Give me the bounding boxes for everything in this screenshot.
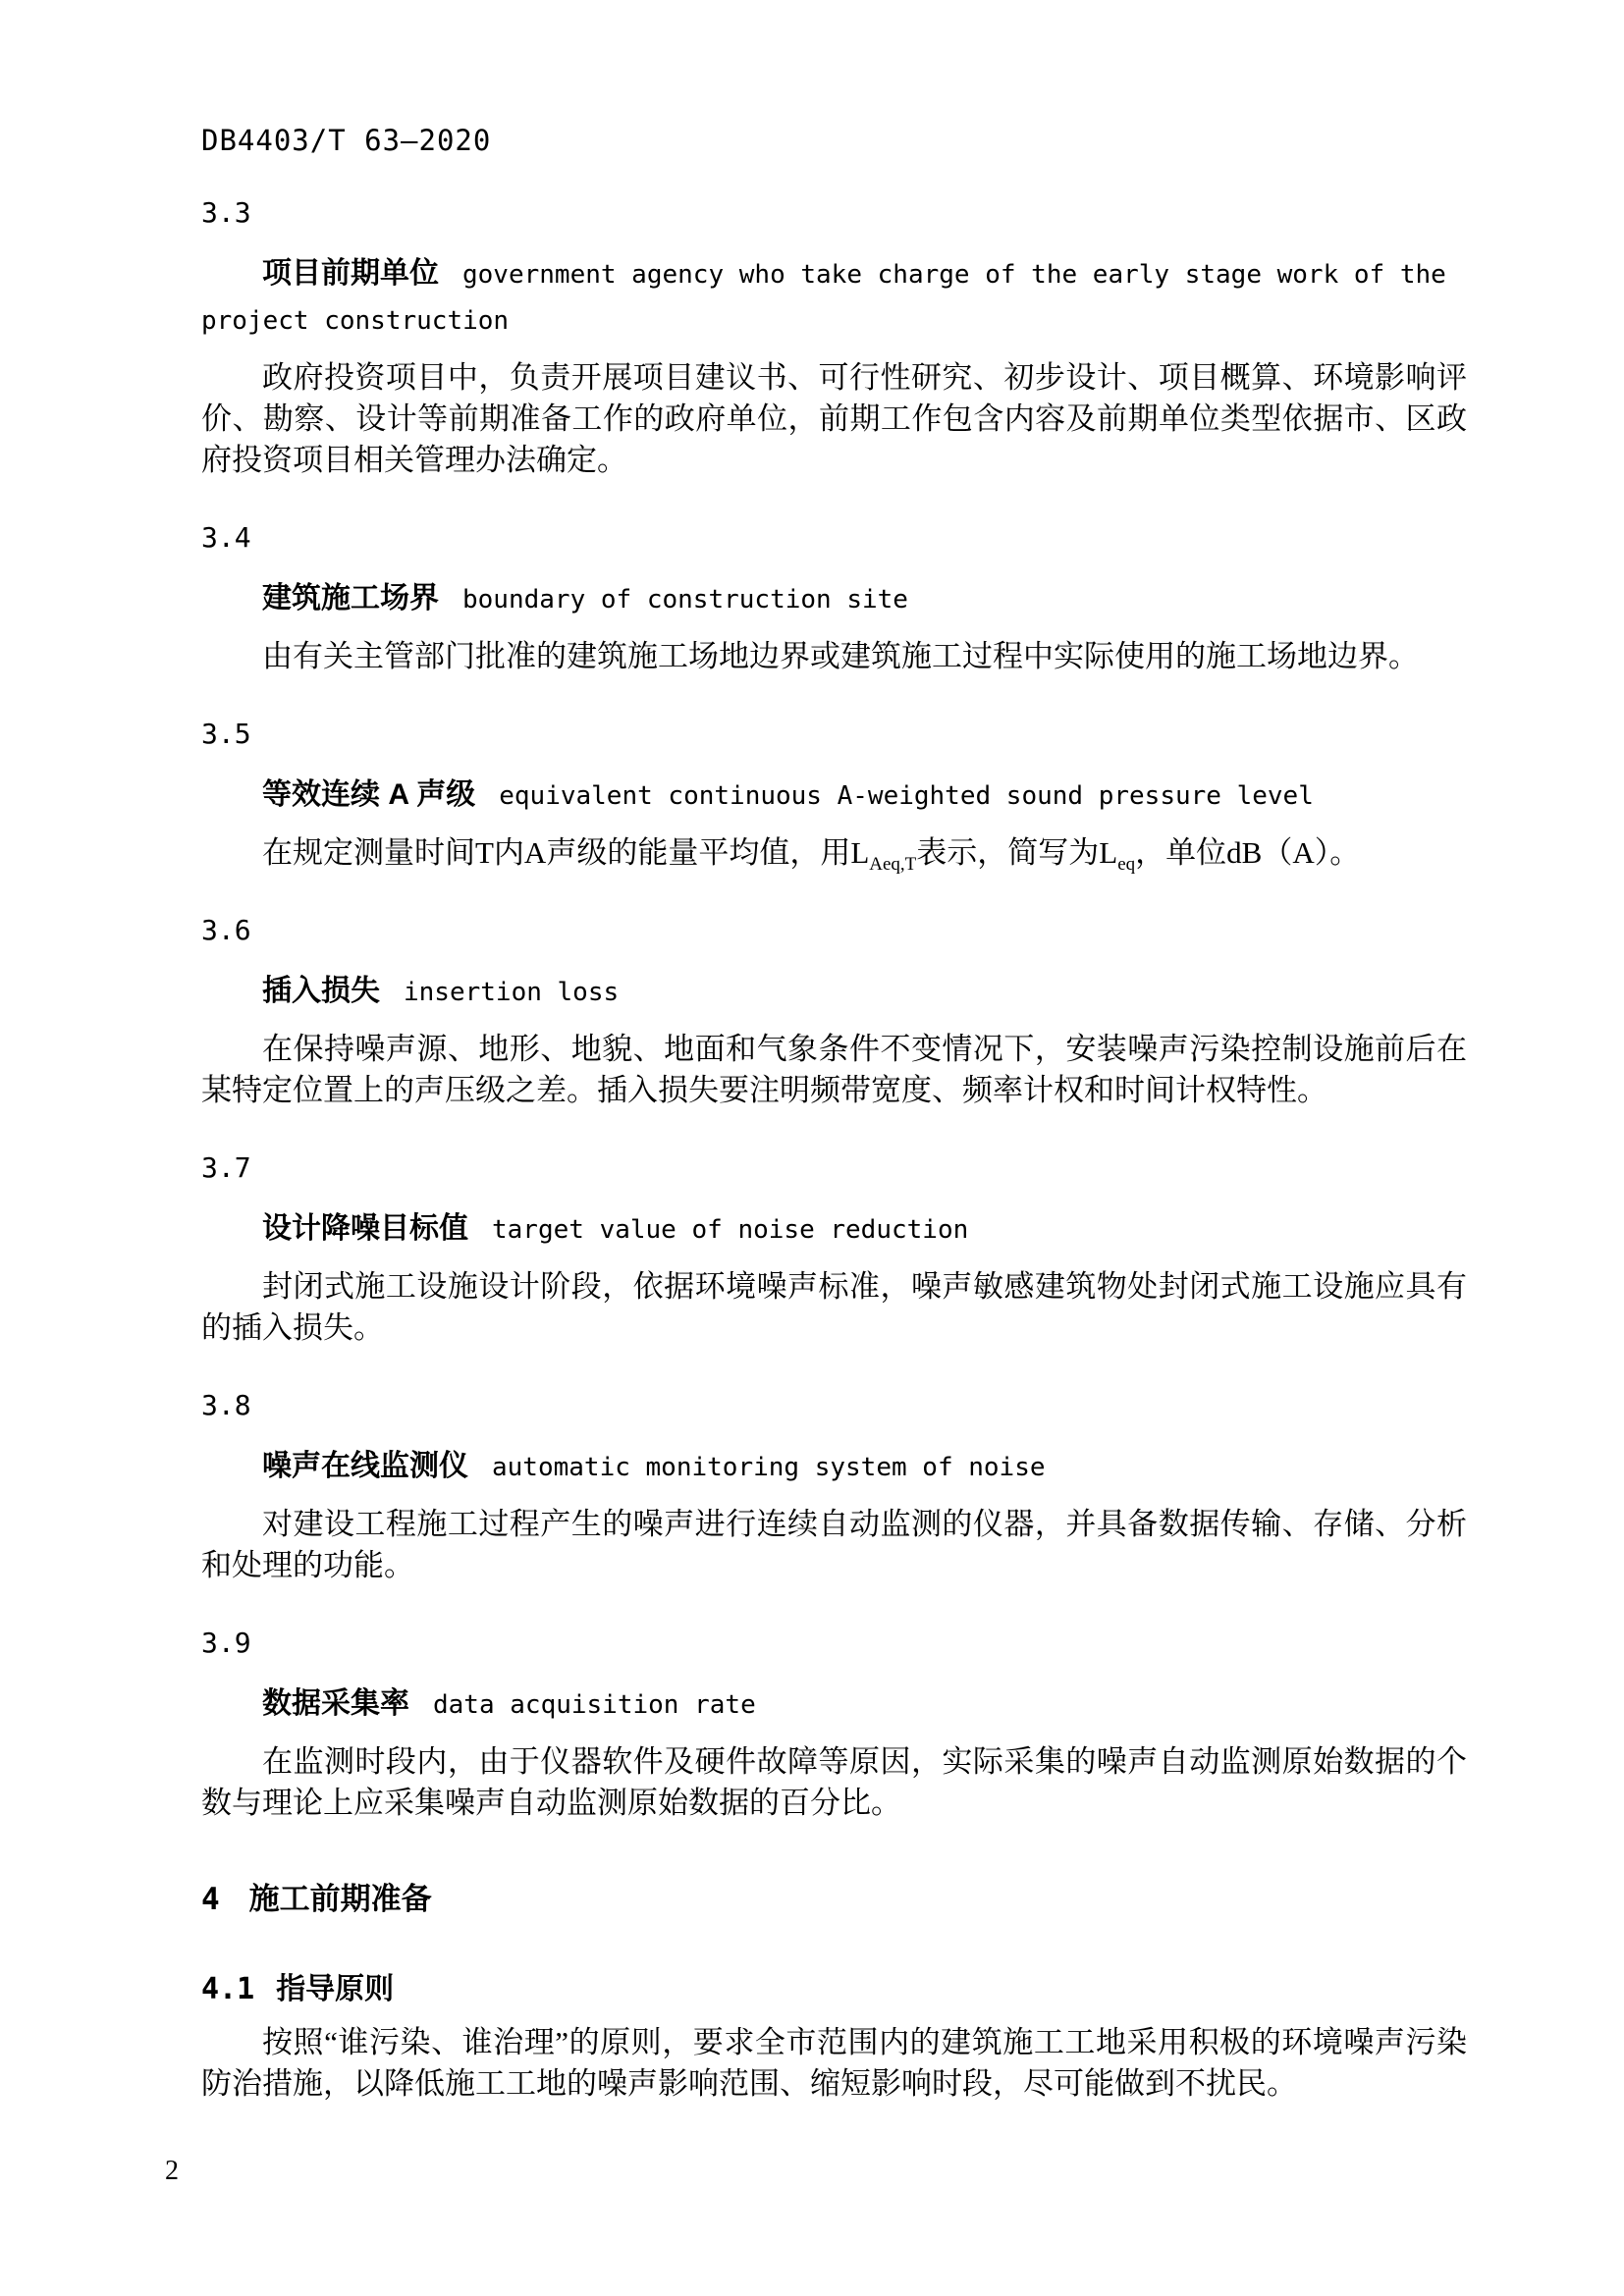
section-3-5: [201, 719, 1467, 874]
section-number: 3.3: [201, 196, 251, 229]
term-chinese: 数据采集率: [262, 1687, 409, 1720]
definition-paragraph: 在保持噪声源、地形、地貌、地面和气象条件不变情况下，安装噪声污染控制设施前后在某特定位置上的声压级之差。插入损失要注明频带宽度、频率计权和时间计权特性。: [201, 1032, 1467, 1107]
section-3-4: [201, 522, 1467, 677]
term-line: [201, 969, 1467, 1015]
subsection-paragraph: 按照“谁污染、谁治理”的原则，要求全市范围内的建筑施工工地采用积极的环境噪声污染防治措施，以降低施工工地的噪声影响范围、缩短影响时段，尽可能做到不扰民。: [201, 2025, 1467, 2101]
chapter-4-heading: [201, 1881, 1467, 1918]
standard-number-header: DB4403/T 63—2020: [201, 124, 492, 157]
term-english: equivalent continuous A-weighted sound pressure level: [499, 781, 1314, 811]
term-chinese: 噪声在线监测仪: [262, 1450, 468, 1482]
page-number: 2: [165, 2156, 179, 2186]
term-english: target value of noise reduction: [492, 1215, 969, 1245]
term-english: boundary of construction site: [462, 585, 908, 614]
text-run: 表示，简写为L: [916, 835, 1118, 870]
term-line: [201, 1206, 1467, 1253]
definition-paragraph: [201, 832, 1467, 874]
section-3-9: [201, 1628, 1467, 1824]
subsection-number: 4.1: [201, 1972, 255, 2006]
term-line: [201, 773, 1467, 819]
section-number: 3.7: [201, 1151, 251, 1184]
term-line: [201, 1682, 1467, 1728]
subsection-4-1-heading: [201, 1971, 1467, 2008]
section-number: 3.5: [201, 718, 251, 750]
term-english: data acquisition rate: [433, 1690, 756, 1720]
definition-paragraph: 政府投资项目中，负责开展项目建议书、可行性研究、初步设计、项目概算、环境影响评价、勘察、设计等前期准备工作的政府单位，前期工作包含内容及前期单位类型依据市、区政府投资项目相关管理办法确定。: [201, 360, 1467, 477]
chapter-number: 4: [201, 1882, 220, 1917]
definition-paragraph: 对建设工程施工过程产生的噪声进行连续自动监测的仪器，并具备数据传输、存储、分析和处理的功能。: [201, 1507, 1467, 1582]
section-3-7: [201, 1152, 1467, 1349]
section-number: 3.4: [201, 521, 251, 554]
section-3-6: [201, 915, 1467, 1111]
term-chinese: 等效连续 A 声级: [262, 778, 476, 811]
term-line: [201, 1444, 1467, 1490]
section-number: 3.9: [201, 1627, 251, 1659]
section-3-8: [201, 1390, 1467, 1586]
term-line: [201, 251, 1467, 344]
definition-paragraph: 封闭式施工设施设计阶段，依据环境噪声标准，噪声敏感建筑物处封闭式施工设施应具有的插入损失。: [201, 1269, 1467, 1345]
subsection-title: 指导原则: [276, 1973, 395, 2005]
text-run: 在规定测量时间T内A声级的能量平均值，用L: [262, 835, 870, 870]
subscript-aeqt: Aeq,T: [869, 854, 917, 876]
term-chinese: 建筑施工场界: [262, 582, 439, 614]
term-chinese: 插入损失: [262, 975, 380, 1007]
definition-paragraph: 在监测时段内，由于仪器软件及硬件故障等原因，实际采集的噪声自动监测原始数据的个数与理论上应采集噪声自动监测原始数据的百分比。: [201, 1744, 1467, 1820]
term-english: government agency who take charge of the early stage work of the project construction: [201, 260, 1446, 336]
section-number: 3.6: [201, 914, 251, 946]
section-number: 3.8: [201, 1389, 251, 1421]
subscript-eq: eq: [1117, 854, 1136, 876]
text-run: ，单位dB（A）。: [1135, 835, 1361, 870]
term-english: insertion loss: [404, 978, 620, 1007]
term-chinese: 项目前期单位: [262, 257, 439, 290]
term-line: [201, 576, 1467, 622]
section-3-3: [201, 197, 1467, 481]
definition-paragraph: 由有关主管部门批准的建筑施工场地边界或建筑施工过程中实际使用的施工场地边界。: [262, 639, 1419, 673]
term-chinese: 设计降噪目标值: [262, 1212, 468, 1245]
term-english: automatic monitoring system of noise: [492, 1453, 1046, 1482]
chapter-title: 施工前期准备: [248, 1882, 432, 1916]
